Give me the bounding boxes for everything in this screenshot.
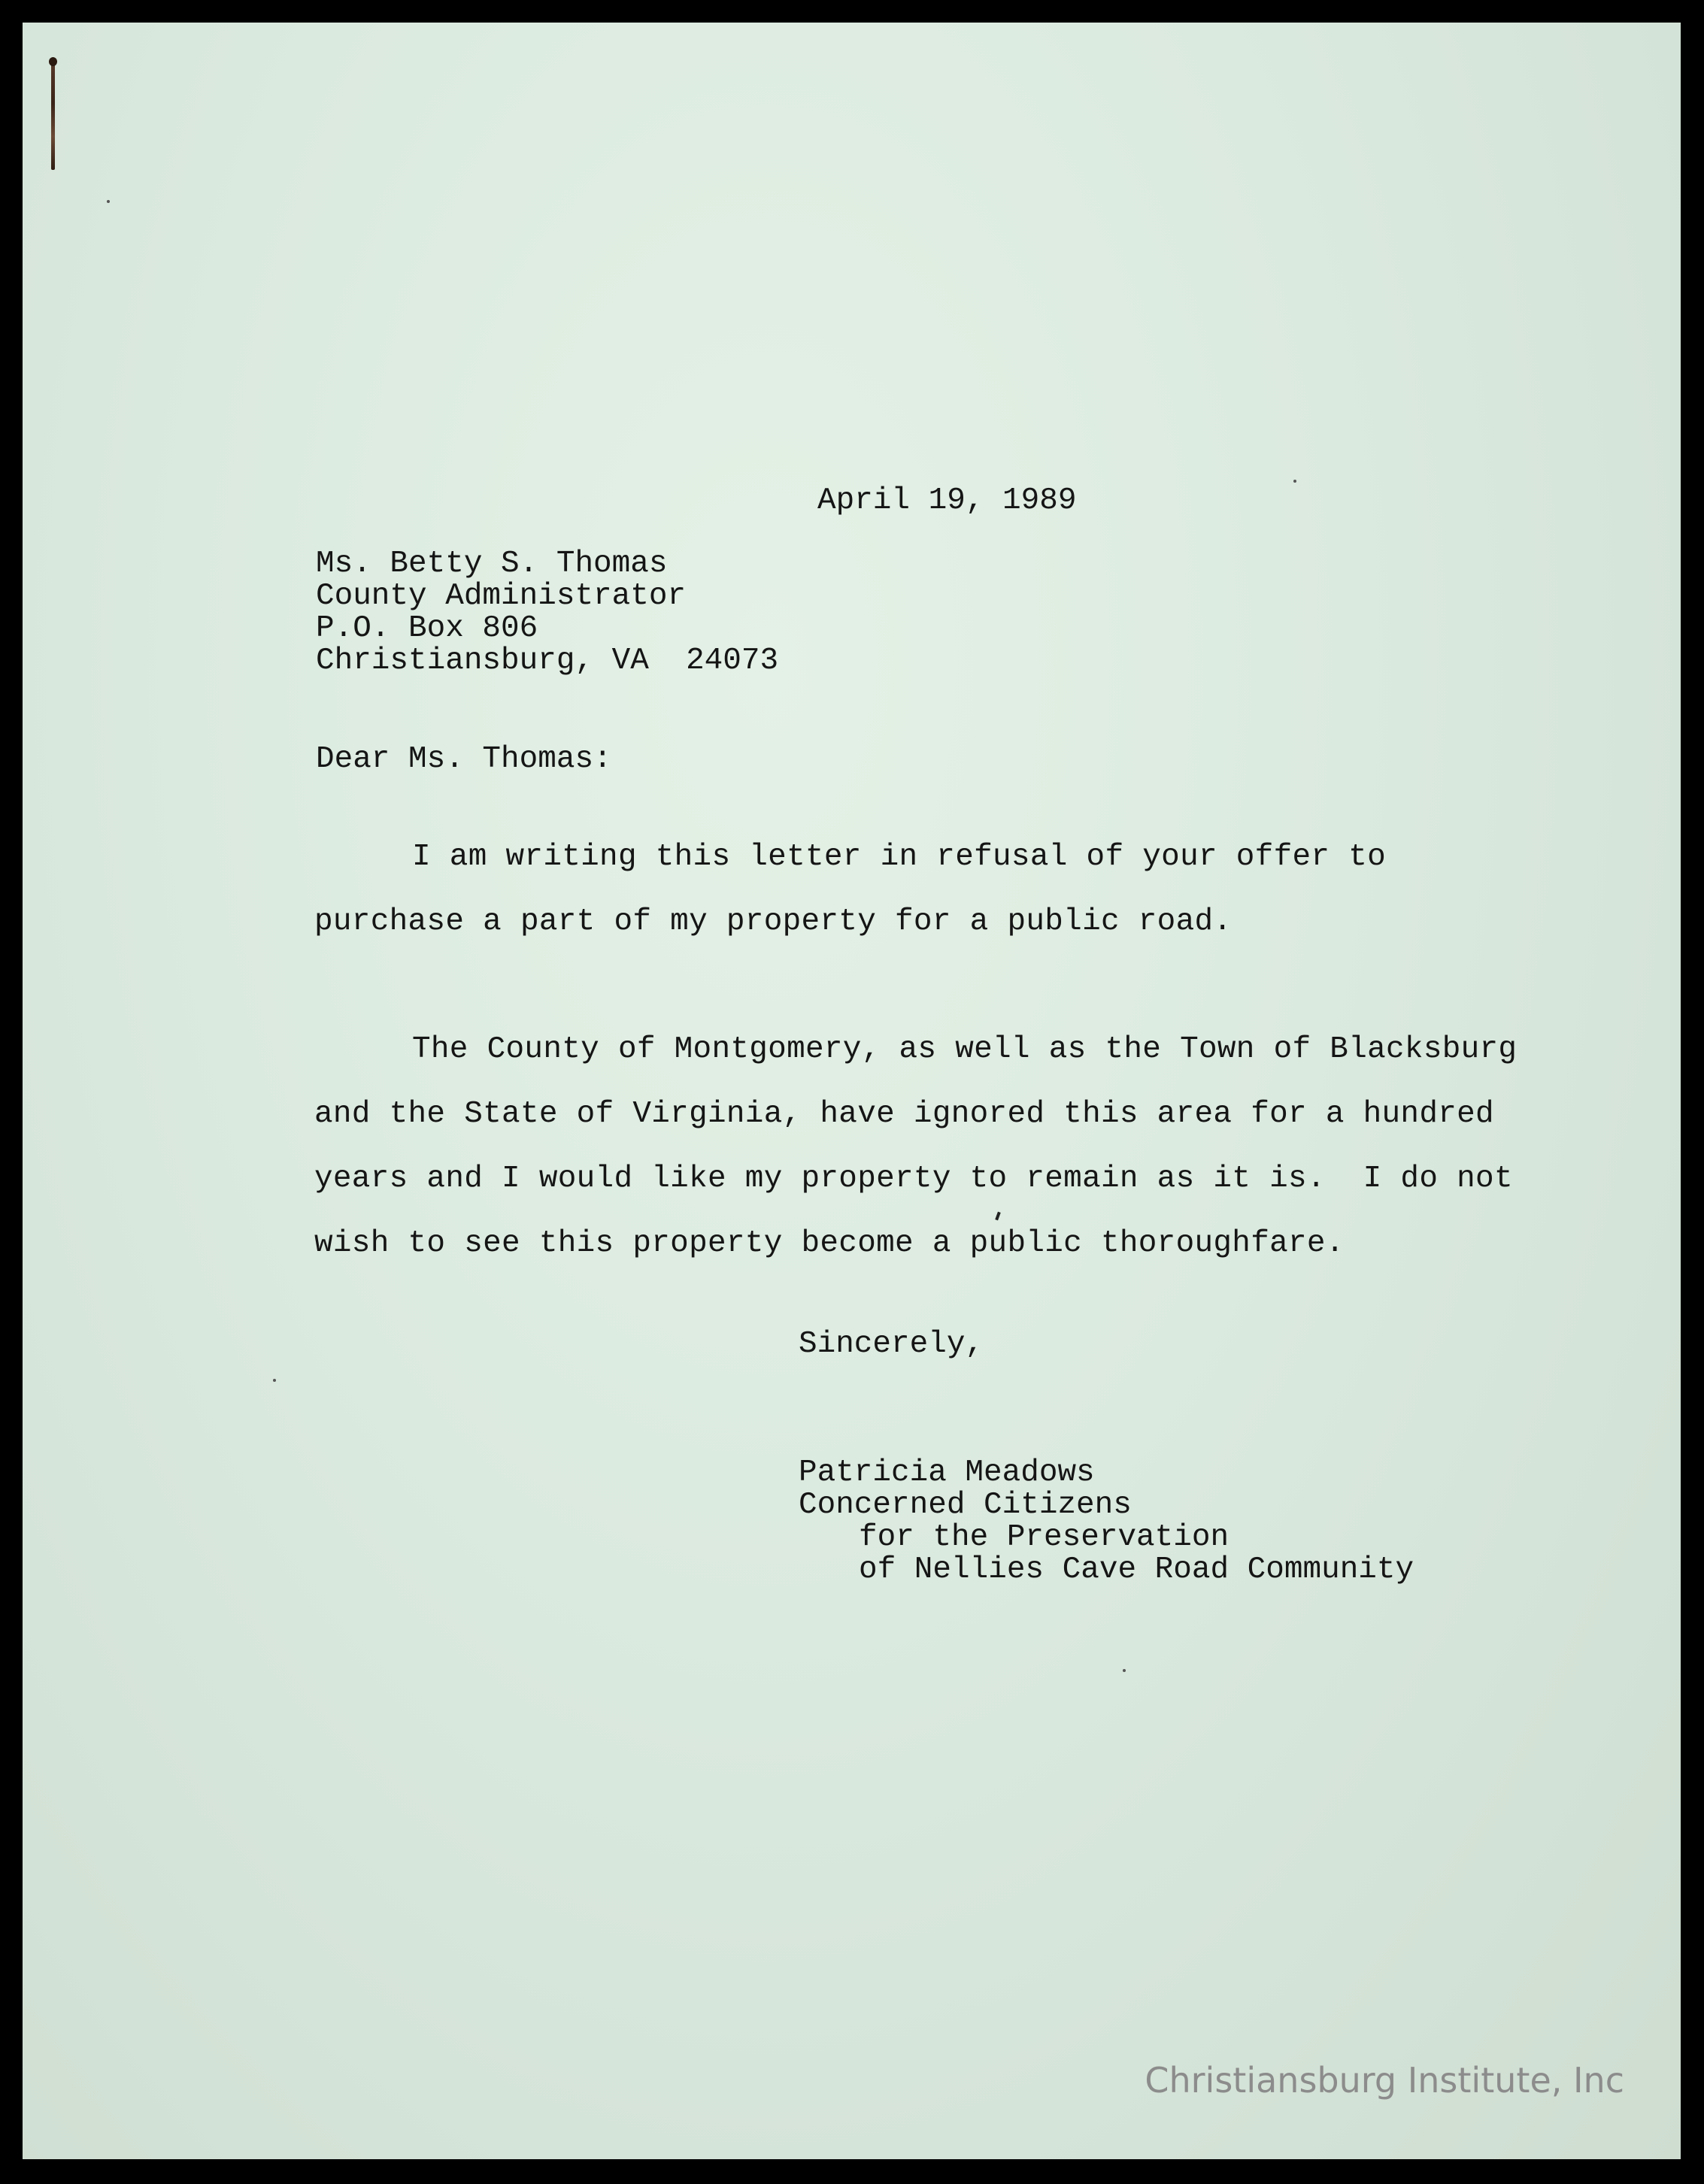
salutation: Dear Ms. Thomas:	[316, 742, 612, 777]
signature-org-line-1: Concerned Citizens	[799, 1488, 1132, 1522]
ink-tick-mark	[995, 1212, 1001, 1221]
paragraph-2-line-1: The County of Montgomery, as well as the Town of Blacksburg	[412, 1032, 1518, 1067]
recipient-po-box: P.O. Box 806	[316, 611, 538, 646]
paragraph-2-line-4: wish to see this property become a public thoroughfare.	[314, 1226, 1345, 1261]
recipient-city: Christiansburg, VA 24073	[316, 644, 779, 678]
letter-date: April 19, 1989	[817, 483, 1077, 518]
paragraph-1-line-2: purchase a part of my property for a public road.	[314, 904, 1233, 939]
recipient-title: County Administrator	[316, 579, 687, 613]
closing: Sincerely,	[799, 1327, 984, 1362]
recipient-name: Ms. Betty S. Thomas	[316, 547, 668, 581]
signature-name: Patricia Meadows	[799, 1455, 1095, 1490]
signature-org-line-2: for the Preservation	[859, 1520, 1229, 1555]
paragraph-1-line-1: I am writing this letter in refusal of your offer to	[412, 840, 1387, 874]
archive-watermark: Christiansburg Institute, Inc	[1145, 2060, 1624, 2101]
paragraph-2-line-3: years and I would like my property to remain as it is. I do not	[314, 1162, 1513, 1196]
signature-org-line-3: of Nellies Cave Road Community	[859, 1552, 1414, 1587]
paragraph-2-line-2: and the State of Virginia, have ignored this area for a hundred	[314, 1097, 1494, 1131]
